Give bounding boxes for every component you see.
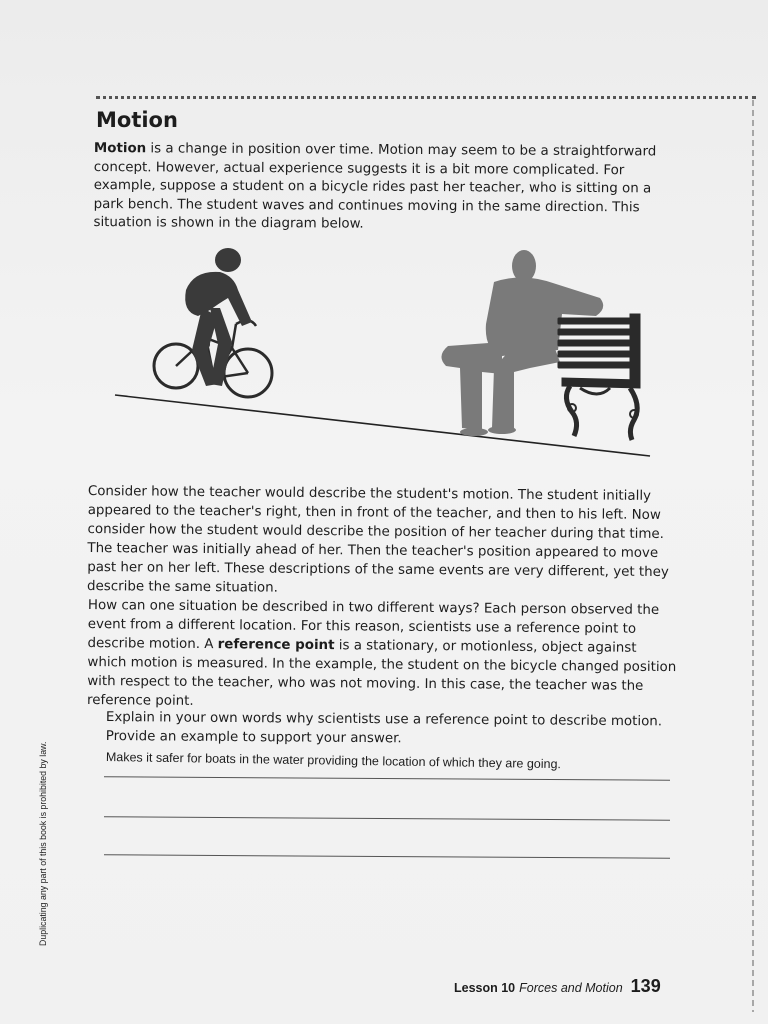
reference-point-term: reference point bbox=[217, 637, 335, 654]
handwritten-answer[interactable]: Makes it safer for boats in the water providing the location of which they are going. bbox=[105, 750, 562, 772]
teacher-student-paragraph: Consider how the teacher would describe the student's motion. The student initially appeared to the teacher's right, then in front of the teacher, and then to his left. Now consider how the student would describe the position of her teacher during that time. The teacher was initially ahead of her. Then the teacher's position appeared to move past her on her left. These descriptions of the same events are very different, yet they describe the same situation. bbox=[87, 483, 669, 596]
page-number: 139 bbox=[630, 976, 661, 996]
reference-text-after: is a stationary, or motionless, object against which motion is measured. In the example, the student on the bicycle changed position with respect to the teacher, who was not moving. In this case, the teacher was the reference point. bbox=[87, 638, 677, 709]
question-prompt: Explain in your own words why scientists use a reference point to describe motion. Provide an example to support your answer. bbox=[105, 709, 663, 746]
answer-line-3[interactable] bbox=[104, 854, 670, 858]
motion-term: Motion bbox=[93, 140, 147, 157]
reference-text-before: How can one situation be described in two different ways? Each person observed the event from a different location. For this reason, scientists use a reference point to describe motion. A bbox=[87, 597, 660, 653]
cyclist-teacher-diagram bbox=[110, 238, 670, 468]
footer-topic: Forces and Motion bbox=[519, 981, 623, 995]
cyclist-silhouette bbox=[154, 248, 272, 397]
park-bench-silhouette bbox=[558, 314, 640, 440]
reference-point-paragraph bbox=[87, 596, 680, 715]
answer-line-2[interactable] bbox=[104, 816, 670, 820]
copyright-side-note: Duplicating any part of this book is prohibited by law. bbox=[38, 741, 48, 946]
page-edge-shadow bbox=[752, 100, 754, 1012]
answer-line-1[interactable] bbox=[104, 776, 670, 780]
intro-text: is a change in position over time. Motion may seem to be a straightforward concept. However, actual experience suggests it is a bit more complicated. For example, suppose a student on a bicycle rides past her teacher, who is sitting on a park bench. The student waves and continues moving in the same direction. This situation is shown in the diagram below. bbox=[93, 141, 657, 232]
dotted-rule bbox=[96, 96, 756, 99]
intro-paragraph bbox=[93, 140, 684, 236]
footer-lesson: Lesson 10 bbox=[454, 981, 516, 995]
page-footer bbox=[454, 976, 661, 997]
page-title: Motion bbox=[96, 108, 178, 132]
